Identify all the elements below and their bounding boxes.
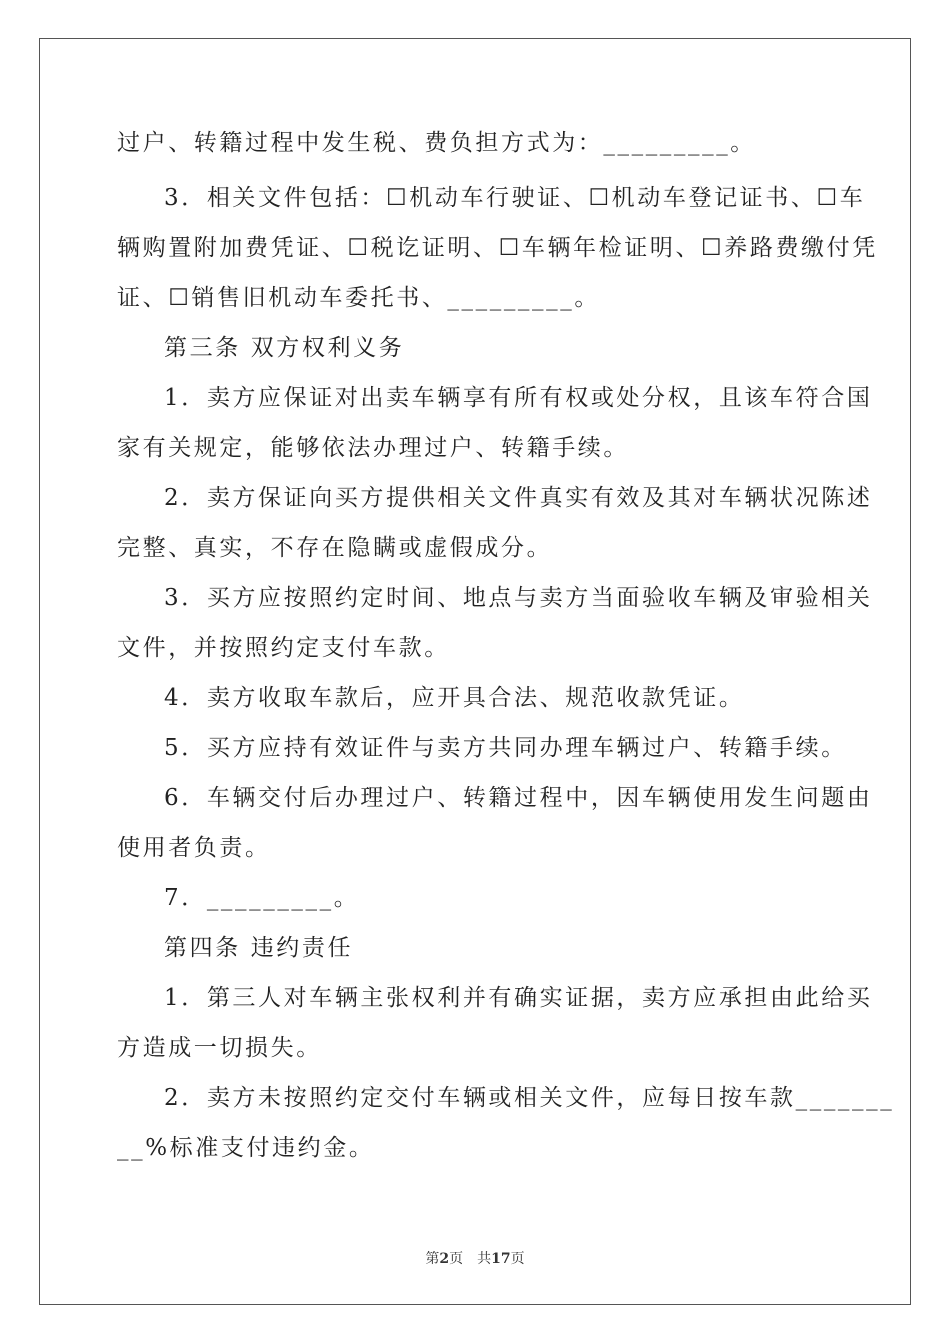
text-line: __%标准支付违约金。 — [117, 1135, 375, 1161]
text-line: 1．卖方应保证对出卖车辆享有所有权或处分权，且该车符合国 — [164, 385, 873, 411]
text-line: 4．卖方收取车款后，应开具合法、规范收款凭证。 — [164, 685, 745, 711]
page-border — [39, 38, 911, 1305]
text-line: 文件，并按照约定支付车款。 — [117, 635, 450, 661]
page-total: 17 — [491, 1251, 511, 1267]
text-line: 证、☐销售旧机动车委托书、_________。 — [117, 285, 600, 311]
text-line: 2．卖方未按照约定交付车辆或相关文件，应每日按车款_______ — [164, 1085, 895, 1111]
text-line: 家有关规定，能够依法办理过户、转籍手续。 — [117, 435, 629, 461]
section-heading: 第四条 违约责任 — [164, 935, 354, 961]
text-line: 3．买方应按照约定时间、地点与卖方当面验收车辆及审验相关 — [164, 585, 873, 611]
text-line: 6．车辆交付后办理过户、转籍过程中，因车辆使用发生问题由 — [164, 785, 873, 811]
text-line: 完整、真实，不存在隐瞒或虚假成分。 — [117, 535, 553, 561]
page-prefix: 第 — [425, 1251, 440, 1267]
text-line: 1．第三人对车辆主张权利并有确实证据，卖方应承担由此给买 — [164, 985, 873, 1011]
section-heading: 第三条 双方权利义务 — [164, 335, 405, 361]
text-line: 7．_________。 — [164, 885, 360, 911]
text-line: 辆购置附加费凭证、☐税讫证明、☐车辆年检证明、☐养路费缴付凭 — [117, 235, 878, 261]
page-current: 2 — [439, 1251, 450, 1267]
text-line: 3．相关文件包括：☐机动车行驶证、☐机动车登记证书、☐车 — [164, 185, 866, 211]
text-line: 使用者负责。 — [117, 835, 271, 861]
page-mid: 页 共 — [449, 1251, 492, 1267]
text-line: 2．卖方保证向买方提供相关文件真实有效及其对车辆状况陈述 — [164, 485, 873, 511]
text-line: 5．买方应持有效证件与卖方共同办理车辆过户、转籍手续。 — [164, 735, 847, 761]
text-line: 方造成一切损失。 — [117, 1035, 322, 1061]
page-suffix: 页 — [510, 1251, 525, 1267]
page-footer — [0, 1248, 950, 1268]
text-line: 过户、转籍过程中发生税、费负担方式为：_________。 — [117, 130, 756, 156]
